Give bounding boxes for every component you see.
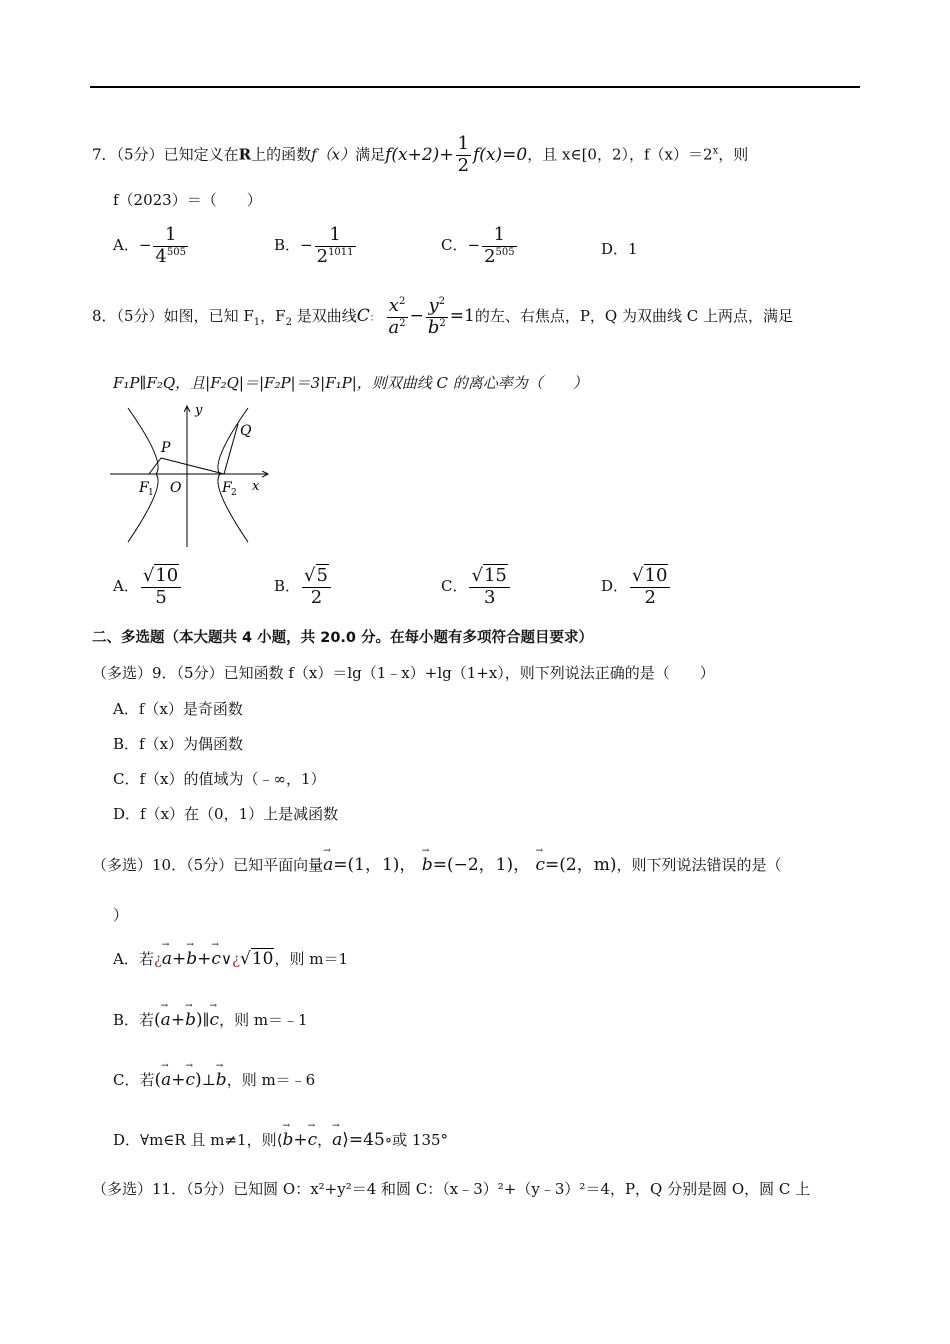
q9-stem: （多选）9．（5分）已知函数 f（x）＝lg（1﹣x）+lg（1+x），则下列说法正确的是（ ） <box>92 664 715 682</box>
label-o: O <box>170 480 182 496</box>
q10-stem-line2: ） <box>113 906 129 924</box>
q7-option-a[interactable]: A．− $\frac{1}{4^{505}}$ <box>113 224 186 267</box>
label-y: y <box>195 403 203 418</box>
label-f1-sub: 1 <box>148 488 154 498</box>
q8-option-d[interactable]: D． $\frac{√10}{2}$ <box>601 566 672 608</box>
q8-line1: 8．（5分）如图，已知 $F_1$，$F_2$ 是双曲线C： $\frac{x^2}{a^2}$ − $\frac{y^2}{b^2}$ =1的左、右焦点，P，Q 为双曲线 C 上两点，满足 <box>92 295 794 338</box>
header-rule <box>90 86 860 88</box>
q10-option-a[interactable]: A．若¿→ a+→ b+→ c∨¿√10，则 m＝1 <box>113 948 348 969</box>
label-p: P <box>161 440 171 456</box>
q7-line2: f（2023）＝（ ） <box>113 191 262 209</box>
q8-option-b[interactable]: B． $\frac{√5}{2}$ <box>274 566 333 608</box>
q11-stem: （多选）11．（5分）已知圆 O：x²+y²＝4 和圆 C：（x﹣3）²+（y﹣3）²＝4，P，Q 分别是圆 O，圆 C 上 <box>92 1180 811 1198</box>
label-f1: F <box>139 480 149 496</box>
segment-pf2 <box>161 458 224 474</box>
label-x: x <box>252 479 260 494</box>
hyperbola-figure <box>106 402 276 550</box>
section-heading: 二、多选题（本大题共 4 小题，共 20.0 分。在每小题有多项符合题目要求） <box>92 630 594 646</box>
q7-option-b[interactable]: B．− $\frac{1}{2^{1011}}$ <box>274 224 354 267</box>
q9-option-c[interactable]: C．f（x）的值域为（﹣∞，1） <box>113 770 326 788</box>
q7-line1: 7．（5分）已知定义在R上的函数f（x）满足f(x+2)+ $\frac{1}{2}$ f(x)=0，且 x∈[0，2），$f(x)=2^x$，则 <box>92 133 749 176</box>
q9-option-d[interactable]: D．f（x）在（0，1）上是减函数 <box>113 805 339 823</box>
left-branch <box>128 408 158 542</box>
q10-option-d[interactable]: D．∀m∈R 且 m≠1，则⟨→ b+→ c，→ a⟩=45∘或 135° <box>113 1129 448 1150</box>
q8-option-a[interactable]: A． $\frac{√10}{5}$ <box>113 566 183 608</box>
label-f2: F <box>222 480 232 496</box>
segment-f2q <box>224 424 238 474</box>
q9-option-a[interactable]: A．f（x）是奇函数 <box>113 700 243 718</box>
label-f2-sub: 2 <box>231 488 237 498</box>
q7-option-d[interactable]: D．1 <box>601 240 638 258</box>
q10-option-c[interactable]: C．若(→ a+→ c)⊥→ b，则 m＝﹣6 <box>113 1069 315 1090</box>
q10-option-b[interactable]: B．若(→ a+→ b)∥→ c，则 m＝﹣1 <box>113 1009 308 1030</box>
q9-option-b[interactable]: B．f（x）为偶函数 <box>113 735 244 753</box>
q8-option-c[interactable]: C． $\frac{√15}{3}$ <box>441 566 512 608</box>
q10-stem: （多选）10．（5分）已知平面向量→ a=(1，1)， → b=(−2，1)， → c=(2，m)，则下列说法错误的是（ <box>92 850 782 875</box>
label-q: Q <box>240 423 252 439</box>
q8-line2: F₁P∥F₂Q，且|F₂Q|＝|F₂P|＝3|F₁P|，则双曲线 C 的离心率为（ ） <box>113 374 588 392</box>
segment-f1p <box>149 458 161 474</box>
q7-option-c[interactable]: C．− $\frac{1}{2^{505}}$ <box>441 224 515 267</box>
